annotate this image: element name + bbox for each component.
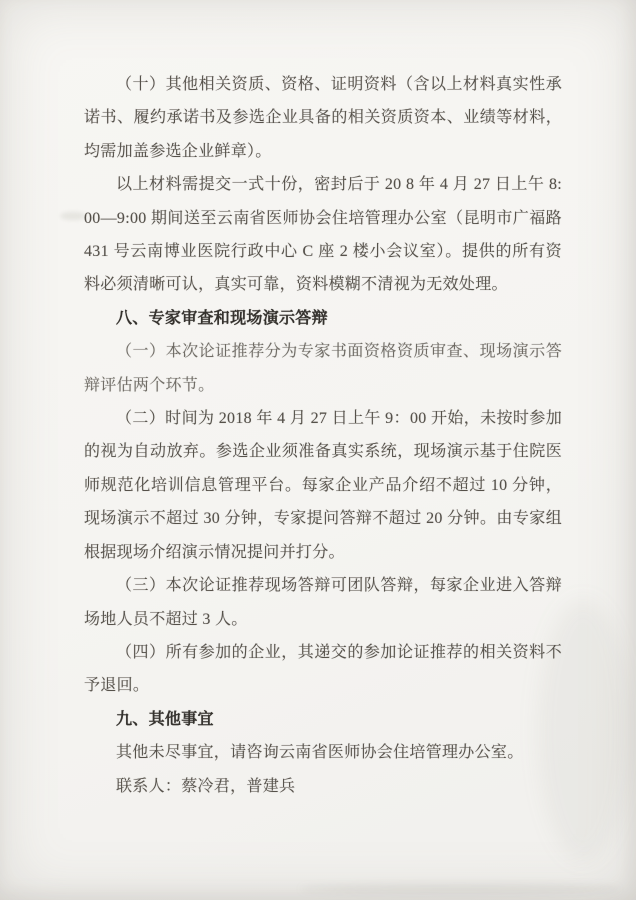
scan-artifact-bottom-shadow <box>300 884 620 894</box>
heading-section-9-other-matters: 九、其他事宜 <box>116 710 214 728</box>
para-item-4-materials-not-returned: （四）所有参加的企业，其递交的参加论证推荐的相关资料不予退回。 <box>84 643 562 695</box>
para-item-2-schedule-and-demo-rules: （二）时间为 2018 年 4 月 27 日上午 9：00 开始，未按时参加的视为自动放弃。参选企业须准备真实系统，现场演示基于住院医师规范化培训信息管理平台。每家企业产品介绍不超过 10 分钟，现场演示不超过 30 分钟，专家提问答辩不超过 20 分钟。由专家组根据现场介绍演示情况提问并打分。 <box>84 410 562 561</box>
para-contact-office: 其他未尽事宜，请咨询云南省医师协会住培管理办公室。 <box>116 744 524 762</box>
document-body <box>84 68 562 803</box>
para-item-1-review-stages: （一）本次论证推荐分为专家书面资格资质审查、现场演示答辩评估两个环节。 <box>84 343 562 394</box>
para-item-3-team-defense-limit: （三）本次论证推荐现场答辩可团队答辩，每家企业进入答辩场地人员不超过 3 人。 <box>84 577 562 628</box>
heading-section-8-expert-review: 八、专家审查和现场演示答辩 <box>116 309 328 327</box>
para-contact-persons: 联系人：蔡冷君，普建兵 <box>116 777 296 795</box>
scan-artifact-dash <box>60 212 86 220</box>
para-other-qualification-materials: （十）其他相关资质、资格、证明资料（含以上材料真实性承诺书、履约承诺书及参选企业具备的相关资质资本、业绩等材料，均需加盖参选企业鲜章）。 <box>84 76 562 160</box>
para-material-submission-instructions: 以上材料需提交一式十份，密封后于 20 8 年 4 月 27 日上午 8:00—9:00 期间送至云南省医师协会住培管理办公室（昆明市广福路 431 号云南博业医院行政中心 C 座 2 楼小会议室）。提供的所有资料必须清晰可认，真实可靠，资料模糊不清视为无效处理。 <box>84 176 562 294</box>
